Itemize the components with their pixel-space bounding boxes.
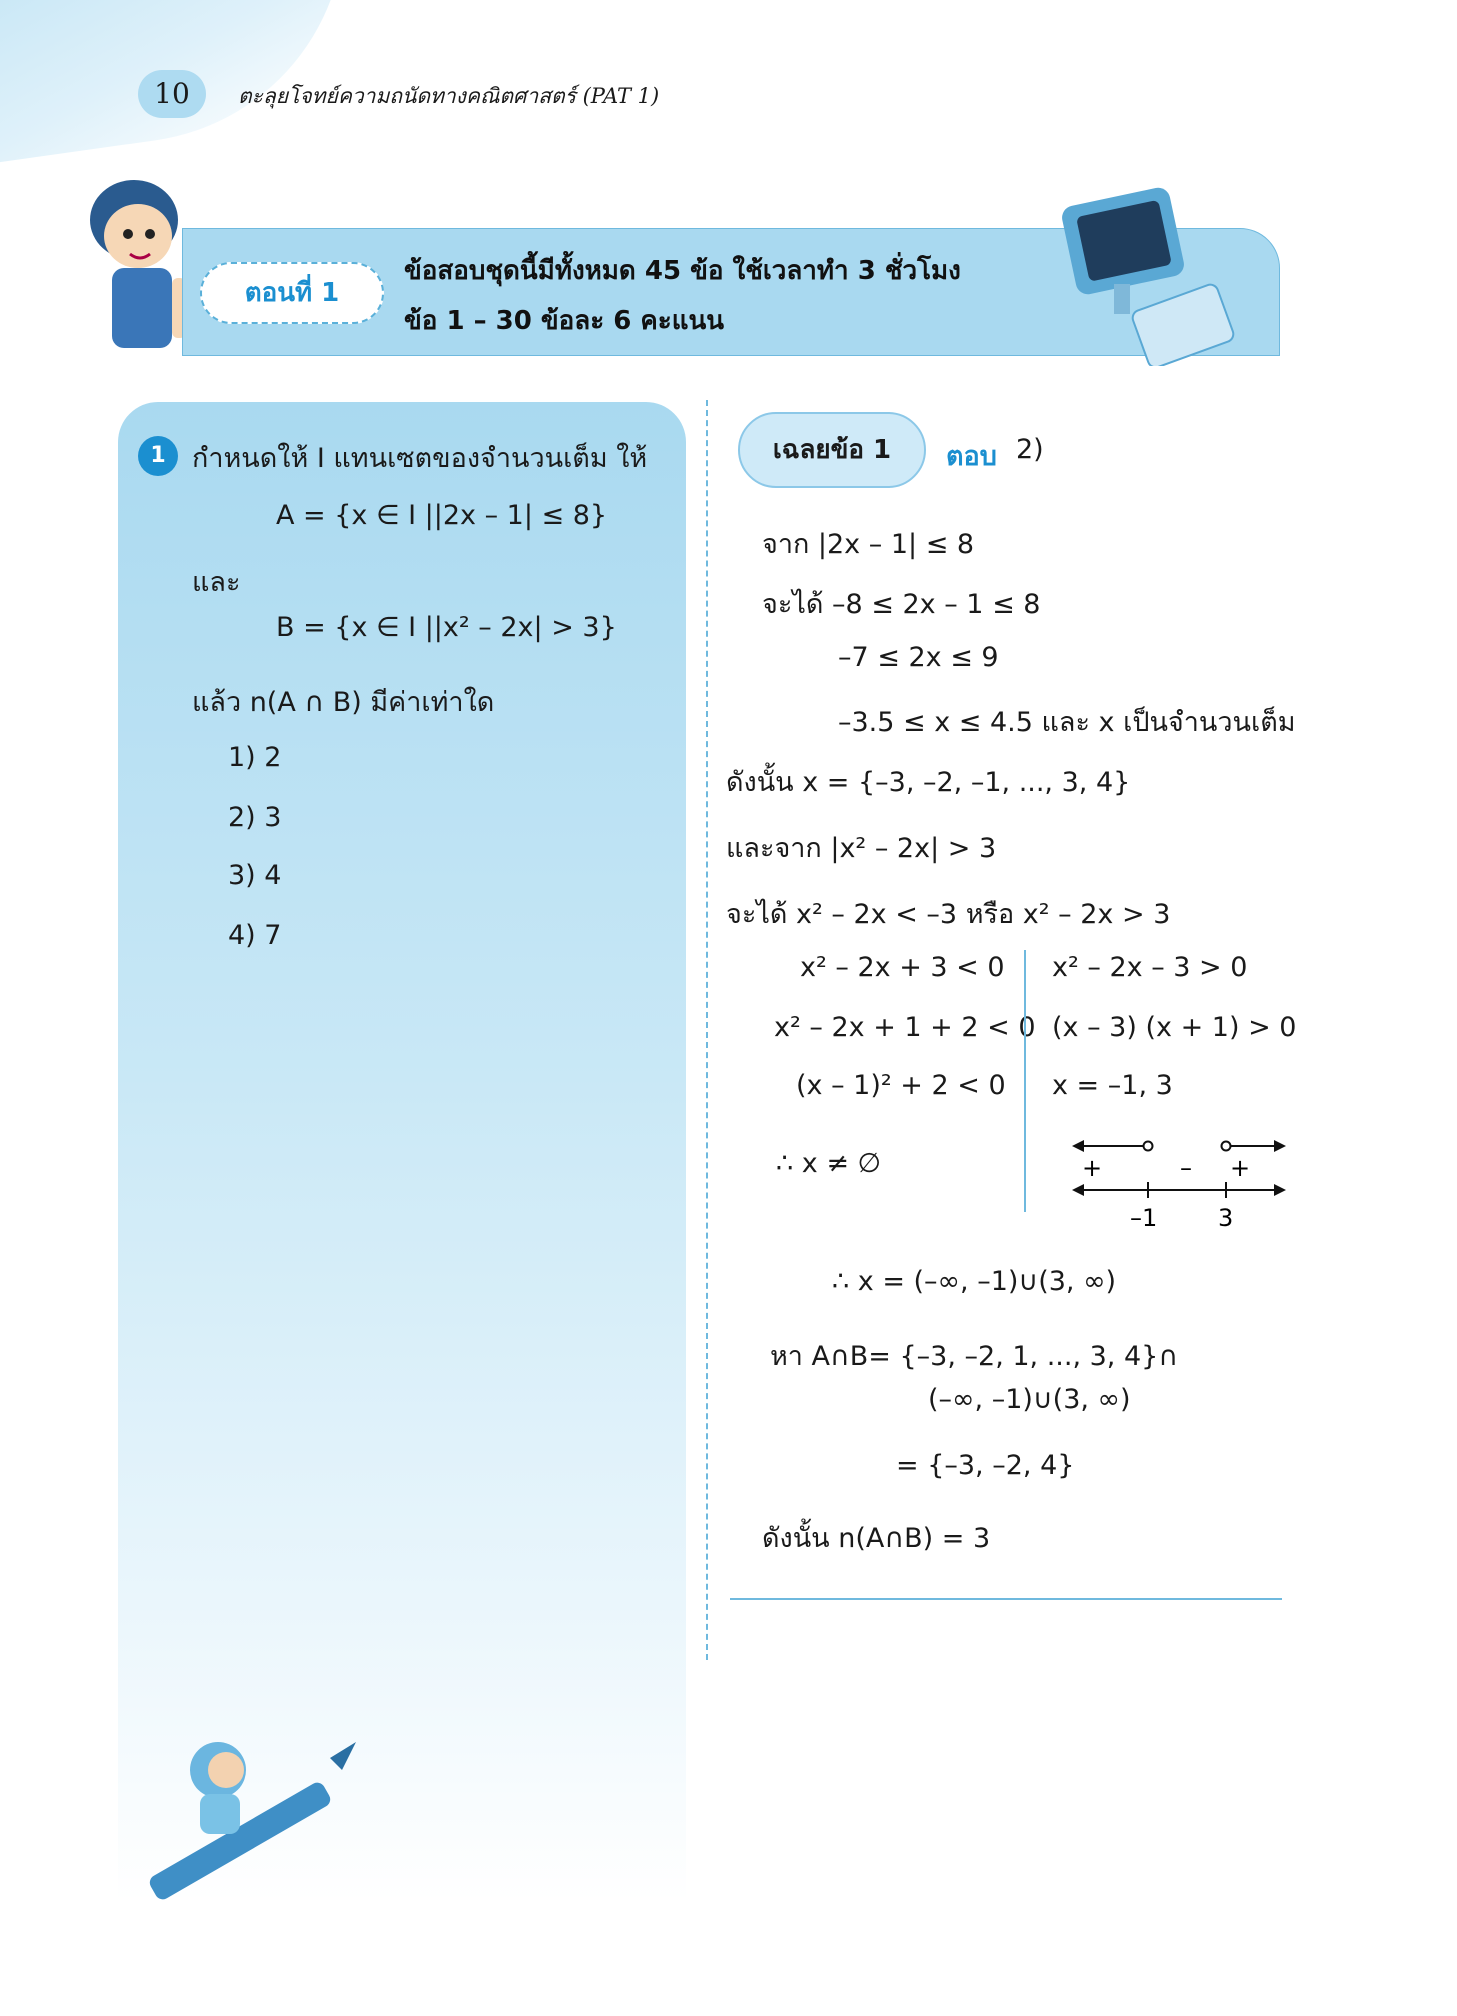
solution-line-6: และจาก |x² – 2x| > 3 [726, 833, 997, 864]
solution-intersection-cont: (–∞, –1)∪(3, ∞) [928, 1384, 1131, 1415]
sign-middle: – [1180, 1154, 1192, 1182]
tick-label-3: 3 [1218, 1204, 1234, 1232]
set-a-definition: A = {x ∈ I ||2x – 1| ≤ 8} [276, 500, 608, 531]
boy-mascot-icon [72, 168, 192, 358]
answer-label: ตอบ [946, 441, 997, 472]
solution-line-7: จะได้ x² – 2x < –3 หรือ x² – 2x > 3 [726, 899, 1171, 930]
computer-icon [1058, 176, 1238, 366]
sign-left: + [1082, 1154, 1103, 1182]
case-separator [1024, 950, 1026, 1212]
column-divider [706, 400, 708, 1660]
choice-2: 2) 3 [228, 802, 282, 833]
part-label: ตอนที่ 1 [200, 262, 384, 324]
solution-intersection: หา A∩B= {–3, –2, 1, ..., 3, 4}∩ [770, 1341, 1179, 1372]
running-title: ตะลุยโจทย์ความถนัดทางคณิตศาสตร์ (PAT 1) [238, 84, 660, 108]
question-number: 1 [138, 436, 178, 476]
case-right-2: (x – 3) (x + 1) > 0 [1052, 1012, 1297, 1043]
pencil-rider-mascot-icon [120, 1718, 360, 1908]
sign-right: + [1230, 1154, 1251, 1182]
case-left-4: ∴ x ≠ ∅ [776, 1148, 882, 1179]
tick-label-minus-1: –1 [1130, 1204, 1158, 1232]
question-ask: แล้ว n(A ∩ B) มีค่าเท่าใด [192, 687, 495, 718]
section-end-rule [730, 1598, 1282, 1600]
choice-3: 3) 4 [228, 860, 282, 891]
set-b-definition: B = {x ∈ I ||x² – 2x| > 3} [276, 612, 617, 643]
sign-number-line [1068, 1124, 1292, 1234]
case-left-2: x² – 2x + 1 + 2 < 0 [774, 1012, 1036, 1043]
banner-line-2: ข้อ 1 – 30 ข้อละ 6 คะแนน [404, 306, 725, 336]
question-stem: กำหนดให้ I แทนเซตของจำนวนเต็ม ให้ [192, 443, 648, 474]
choice-1: 1) 2 [228, 742, 282, 773]
solution-final: ดังนั้น n(A∩B) = 3 [762, 1523, 991, 1554]
answer-value: 2) [1016, 434, 1044, 465]
page-number: 10 [138, 70, 206, 118]
solution-line-1: จาก |2x – 1| ≤ 8 [762, 529, 975, 560]
case-left-3: (x – 1)² + 2 < 0 [796, 1070, 1006, 1101]
choice-4: 4) 7 [228, 920, 282, 951]
solution-label: เฉลยข้อ 1 [738, 412, 926, 488]
case-right-3: x = –1, 3 [1052, 1070, 1173, 1101]
solution-line-3: –7 ≤ 2x ≤ 9 [838, 642, 999, 673]
and-word: และ [192, 567, 241, 598]
banner-line-1: ข้อสอบชุดนี้มีทั้งหมด 45 ข้อ ใช้เวลาทำ 3 ชั่วโมง [404, 256, 961, 286]
solution-line-4: –3.5 ≤ x ≤ 4.5 และ x เป็นจำนวนเต็ม [838, 707, 1296, 738]
case-right-1: x² – 2x – 3 > 0 [1052, 952, 1248, 983]
solution-line-5: ดังนั้น x = {–3, –2, –1, ..., 3, 4} [726, 767, 1131, 798]
case-left-1: x² – 2x + 3 < 0 [800, 952, 1005, 983]
solution-line-2: จะได้ –8 ≤ 2x – 1 ≤ 8 [762, 589, 1041, 620]
solution-x-interval: ∴ x = (–∞, –1)∪(3, ∞) [832, 1266, 1117, 1297]
solution-intersection-result: = {–3, –2, 4} [896, 1450, 1075, 1481]
